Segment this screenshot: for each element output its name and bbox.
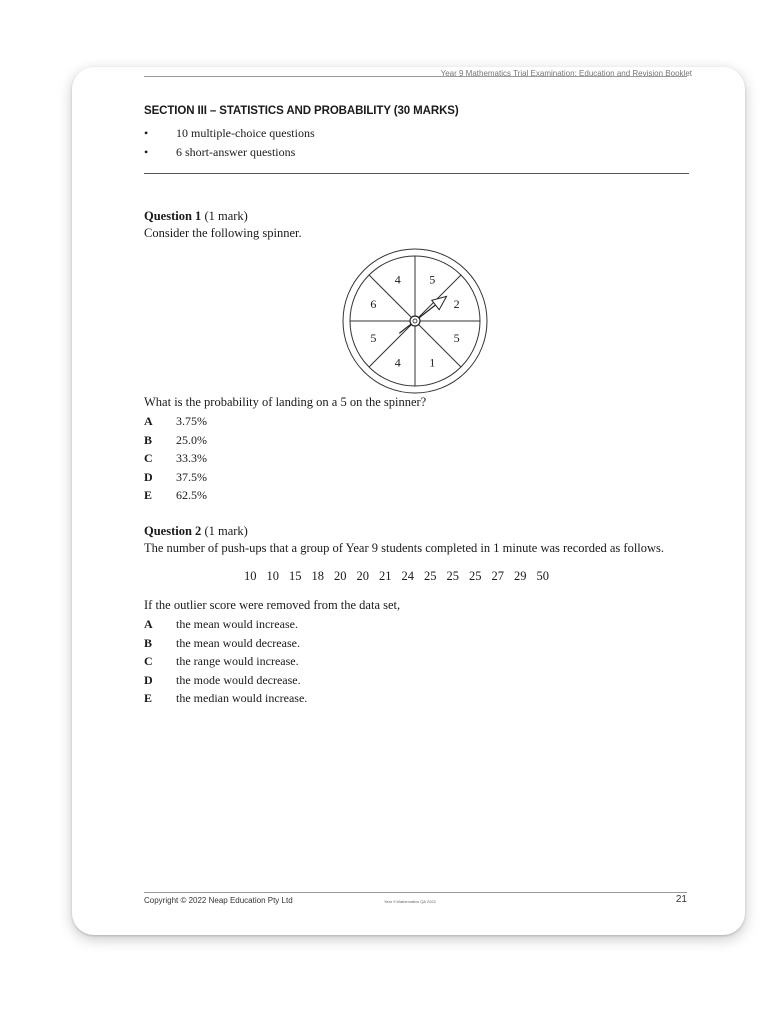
option-letter: D — [144, 672, 153, 687]
option-text: 3.75% — [176, 414, 207, 428]
option-letter: A — [144, 617, 153, 631]
spinner-hub-pin — [413, 319, 417, 323]
bullet-item — [144, 124, 315, 143]
data-value: 25 — [424, 569, 437, 583]
data-value: 20 — [356, 569, 369, 583]
footer-copyright: Copyright © 2022 Neap Education Pty Ltd — [144, 896, 293, 905]
option-letter: C — [144, 654, 153, 669]
page-number: 21 — [675, 894, 687, 905]
data-value: 10 — [266, 569, 279, 583]
question-2-option-b[interactable] — [144, 634, 307, 653]
question-1-option-d[interactable] — [144, 468, 207, 487]
option-text: the mean would increase. — [176, 617, 298, 631]
question-2-option-c[interactable] — [144, 652, 307, 671]
option-text: the range would increase. — [176, 654, 299, 669]
spinner-sector-label: 5 — [429, 272, 436, 287]
option-letter: B — [144, 635, 153, 650]
section-divider — [144, 173, 689, 174]
question-1-option-e[interactable] — [144, 486, 207, 505]
running-head: Year 9 Mathematics Trial Examination: Education and Revision Booklet — [440, 69, 692, 78]
question-2-marks: (1 mark) — [204, 524, 248, 538]
spinner-wheel — [343, 249, 487, 393]
spinner-diagram — [340, 248, 490, 394]
data-value: 21 — [379, 569, 392, 583]
spinner-sector-label: 4 — [394, 355, 401, 370]
bullet-text: 10 multiple-choice questions — [176, 126, 315, 140]
data-value: 20 — [334, 569, 347, 583]
option-text: 33.3% — [176, 451, 207, 466]
option-text: the median would increase. — [176, 691, 308, 706]
question-2-options — [144, 615, 307, 708]
option-letter: E — [144, 691, 153, 706]
spinner-sector-label: 1 — [429, 355, 436, 370]
bullet-text: 6 short-answer questions — [176, 145, 296, 159]
data-value: 50 — [536, 569, 549, 583]
data-value: 25 — [446, 569, 459, 583]
option-letter: B — [144, 432, 153, 447]
question-2-label: Question 2 — [144, 524, 202, 538]
header-rule — [144, 76, 687, 77]
bullet-item — [144, 143, 315, 162]
question-1-heading — [144, 209, 248, 224]
option-text: 62.5% — [176, 488, 207, 503]
option-letter: C — [144, 451, 153, 466]
question-1-intro: Consider the following spinner. — [144, 226, 302, 240]
data-value: 18 — [311, 569, 324, 583]
push-ups-data-set — [244, 569, 549, 584]
spinner-sector-label: 2 — [453, 296, 460, 311]
footer-code: Year 9 Mathematics QA 2022 — [384, 899, 436, 904]
option-letter: E — [144, 488, 153, 503]
section-bullet-list — [144, 124, 315, 162]
question-1-marks: (1 mark) — [204, 209, 248, 223]
data-value: 15 — [289, 569, 302, 583]
option-text: the mode would decrease. — [176, 672, 301, 687]
question-2-heading — [144, 524, 248, 539]
bullet-icon: • — [144, 126, 149, 140]
document-page — [72, 67, 745, 935]
option-text: the mean would decrease. — [176, 635, 300, 650]
bullet-icon: • — [144, 145, 149, 159]
data-value: 29 — [514, 569, 527, 583]
question-2-option-a[interactable] — [144, 615, 307, 634]
question-1-label: Question 1 — [144, 209, 202, 223]
question-1-options — [144, 412, 207, 505]
data-value: 24 — [401, 569, 414, 583]
option-letter: D — [144, 469, 153, 484]
footer-rule — [144, 892, 687, 893]
question-1-option-b[interactable] — [144, 431, 207, 450]
question-1-option-c[interactable] — [144, 449, 207, 468]
question-1-prompt: What is the probability of landing on a 5 on the spinner? — [144, 395, 427, 409]
option-text: 37.5% — [176, 469, 207, 484]
data-value: 27 — [491, 569, 504, 583]
data-value: 10 — [244, 569, 257, 583]
option-text: 25.0% — [176, 432, 207, 447]
option-letter: A — [144, 414, 153, 428]
question-2-option-d[interactable] — [144, 671, 307, 690]
spinner-sector-label: 5 — [370, 331, 377, 346]
spinner-sector-label: 4 — [394, 272, 401, 287]
section-title: SECTION III – STATISTICS AND PROBABILITY (30 MARKS) — [144, 105, 459, 117]
data-value: 25 — [469, 569, 482, 583]
spinner-sector-label: 5 — [453, 331, 460, 346]
question-2-option-e[interactable] — [144, 689, 307, 708]
question-1-option-a[interactable] — [144, 412, 207, 431]
question-2-prompt: If the outlier score were removed from the data set, — [144, 598, 401, 612]
spinner-sector-label: 6 — [370, 296, 377, 311]
question-2-intro: The number of push-ups that a group of Year 9 students completed in 1 minute was recorded as follows. — [144, 541, 665, 555]
